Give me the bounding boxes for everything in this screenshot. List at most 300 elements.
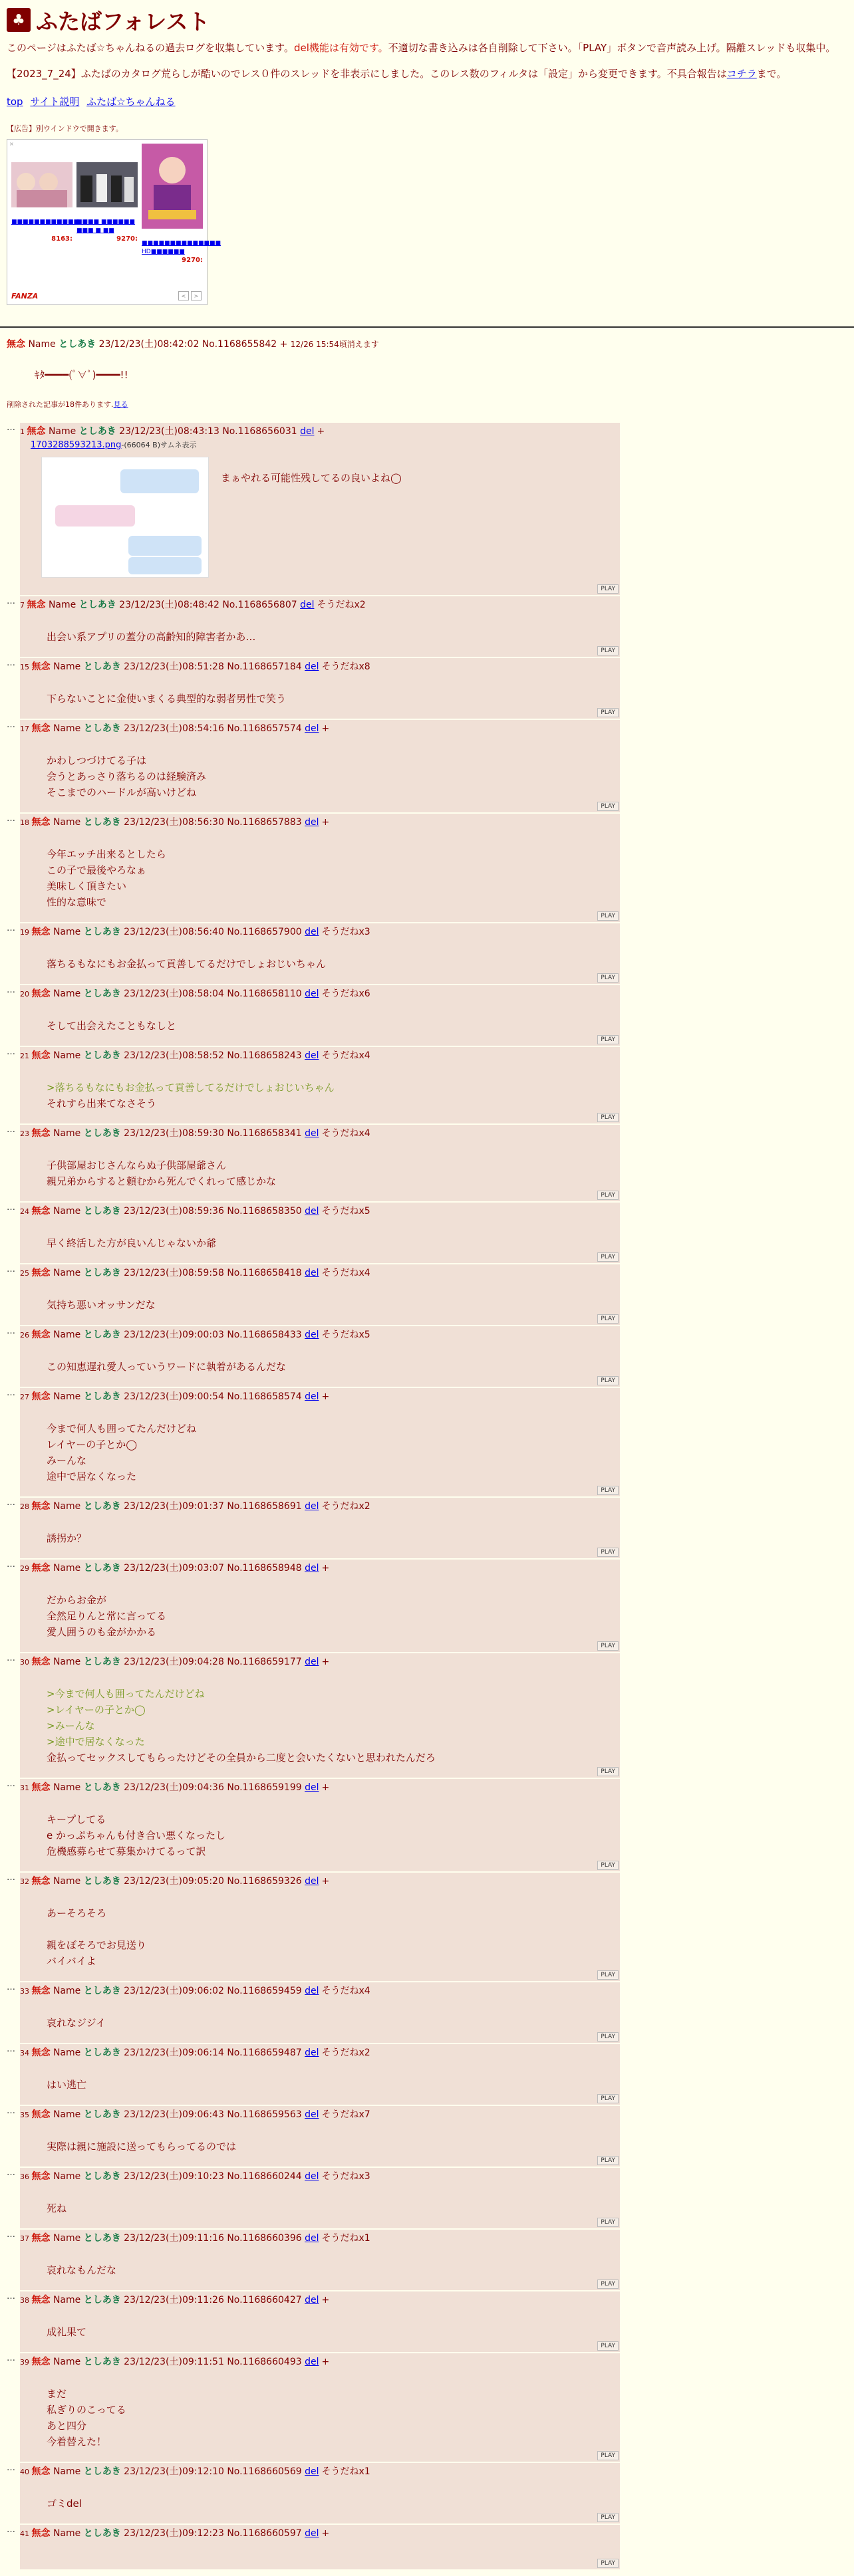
reply-del-link[interactable]: del (305, 1657, 319, 1667)
reply-subject: 無念 (31, 2048, 51, 2058)
reply-box (20, 1982, 620, 2043)
reply-header (20, 2170, 616, 2183)
thumbnail-toggle[interactable]: サムネ表示 (160, 441, 197, 449)
ad-item[interactable] (142, 142, 221, 264)
reply-name-label: Name (48, 426, 76, 437)
ad-item[interactable] (11, 142, 80, 264)
reply-subject: 無念 (31, 2528, 51, 2539)
reply-del-link[interactable]: del (305, 2048, 319, 2058)
reply-sodane-button[interactable]: + (321, 1391, 330, 1402)
reply-index: 36 (20, 2172, 32, 2181)
reply-box (20, 1264, 620, 1325)
reply-dots: … (7, 1326, 15, 1336)
reply-del-link[interactable]: del (305, 817, 319, 828)
op-header (7, 337, 847, 350)
reply-del-link[interactable]: del (305, 1268, 319, 1278)
reply-body (47, 1812, 616, 1859)
reply-subject: 無念 (31, 1501, 51, 1512)
op-subject: 無念 (7, 339, 25, 350)
reply-sodane-button[interactable]: + (321, 1563, 330, 1574)
futaba-link[interactable]: ふたば☆ちゃんねる (86, 96, 176, 108)
reply-sodane-button[interactable]: そうだねx7 (321, 2109, 370, 2120)
reply-row (7, 1264, 847, 1325)
play-button[interactable]: PLAY (597, 646, 619, 655)
reply-dots: … (7, 1653, 15, 1663)
reply-body (47, 2200, 616, 2216)
reply-datetime: 23/12/23(土)08:58:04 (124, 989, 224, 999)
reply-header (20, 2109, 616, 2121)
reply-del-link[interactable]: del (305, 2528, 319, 2539)
reply-line: 子供部屋おじさんならぬ子供部屋爺さん (47, 1159, 227, 1171)
play-button[interactable]: PLAY (597, 802, 619, 811)
reply-sodane-button[interactable]: そうだねx6 (321, 989, 370, 999)
reply-name: としあき (83, 1268, 121, 1278)
reply-number[interactable]: No.1168659199 (227, 1782, 302, 1793)
reply-number[interactable]: No.1168658691 (227, 1501, 302, 1512)
reply-index: 1 (20, 427, 27, 436)
reply-sodane-button[interactable]: そうだねx8 (321, 661, 370, 672)
reply-del-link[interactable]: del (300, 600, 315, 610)
reply-name: としあき (83, 1330, 121, 1340)
reply-box (20, 2168, 620, 2228)
reply-dots: … (7, 814, 15, 824)
file-info (31, 438, 616, 450)
chat-bubble (120, 469, 199, 493)
reply-dots: … (7, 720, 15, 730)
reply-line: 実際は親に施設に送ってもらってるのでは (47, 2141, 237, 2153)
play-button[interactable]: PLAY (597, 2513, 619, 2522)
reply-sodane-button[interactable]: + (321, 1876, 330, 1887)
ad-banner[interactable] (7, 139, 221, 305)
play-button[interactable]: PLAY (597, 2094, 619, 2103)
reply-subject: 無念 (31, 2466, 51, 2477)
ad-item[interactable] (76, 142, 138, 264)
reply-quote: >みーんな (47, 1720, 95, 1732)
reply-line: 今年エッチ出来るとしたら (47, 848, 166, 860)
play-button[interactable]: PLAY (597, 584, 619, 594)
reply-index: 25 (20, 1269, 32, 1278)
reply-number[interactable]: No.1168658341 (227, 1128, 302, 1139)
reply-del-link[interactable]: del (305, 1330, 319, 1340)
reply-subject: 無念 (31, 1206, 51, 1217)
reply-subject: 無念 (31, 2171, 51, 2182)
reply-header (20, 1562, 616, 1575)
play-button[interactable]: PLAY (597, 1113, 619, 1122)
reply-subject: 無念 (31, 2357, 51, 2367)
reply-subject: 無念 (31, 817, 51, 828)
reply-header (20, 1782, 616, 1794)
reply-sodane-button[interactable]: + (321, 2357, 330, 2367)
ad-item-title[interactable]: ■■■■■■■■■■■■■■ HD■■■■■■ (142, 240, 221, 255)
reply-sodane-button[interactable]: そうだねx2 (321, 1501, 370, 1512)
reply-sodane-button[interactable]: そうだねx4 (321, 1986, 370, 1996)
reply-number[interactable]: No.1168658350 (227, 1206, 302, 1217)
reply-row (7, 1560, 847, 1652)
reply-name-label: Name (53, 1128, 81, 1139)
reply-dots: … (7, 1779, 15, 1789)
reply-index: 38 (20, 2296, 32, 2305)
reply-row (7, 1388, 847, 1496)
play-button[interactable]: PLAY (597, 2218, 619, 2227)
reply-body (47, 1592, 616, 1640)
reply-number[interactable]: No.1168658110 (227, 989, 302, 999)
reply-box (20, 2044, 620, 2105)
reply-del-link[interactable]: del (305, 1563, 319, 1574)
reply-number[interactable]: No.1168660493 (227, 2357, 302, 2367)
reply-row (7, 720, 847, 812)
reply-line: この子で最後やろなぁ (47, 864, 147, 876)
reply-datetime: 23/12/23(土)08:59:36 (124, 1206, 224, 1217)
reply-number[interactable]: No.1168660396 (227, 2233, 302, 2244)
play-button[interactable]: PLAY (597, 1641, 619, 1651)
play-button[interactable]: PLAY (597, 2341, 619, 2351)
reply-dots: … (7, 923, 15, 933)
reply-number[interactable]: No.1168657184 (227, 661, 302, 672)
reply-datetime: 23/12/23(土)09:00:54 (124, 1391, 224, 1402)
reply-header (20, 2294, 616, 2307)
reply-box (20, 1560, 620, 1652)
reply-del-link[interactable]: del (305, 1128, 319, 1139)
reply-sodane-button[interactable]: + (321, 817, 330, 828)
reply-number[interactable]: No.1168660427 (227, 2295, 302, 2305)
reply-sodane-button[interactable]: + (317, 426, 325, 437)
reply-dots: … (7, 1203, 15, 1213)
reply-box (20, 2353, 620, 2462)
reply-datetime: 23/12/23(土)09:12:23 (124, 2528, 224, 2539)
reply-del-link[interactable]: del (305, 1391, 319, 1402)
reply-number[interactable]: No.1168659459 (227, 1986, 302, 1996)
reply-box (20, 1653, 620, 1778)
reply-row (7, 1326, 847, 1387)
reply-dots: … (7, 2353, 15, 2363)
reply-sodane-button[interactable]: そうだねx3 (321, 2171, 370, 2182)
play-button[interactable]: PLAY (597, 1191, 619, 1200)
reply-row (7, 814, 847, 922)
reply-sodane-button[interactable]: そうだねx4 (321, 1050, 370, 1061)
ad-thumbnail[interactable] (142, 144, 203, 229)
play-button[interactable]: PLAY (597, 1970, 619, 1980)
reply-del-link[interactable]: del (305, 2171, 319, 2182)
reply-sodane-button[interactable]: + (321, 1782, 330, 1793)
play-button[interactable]: PLAY (597, 1767, 619, 1776)
deleted-notice (7, 399, 847, 410)
ad-item-price: 8163: (51, 235, 72, 243)
ad-thumbnail[interactable] (11, 162, 72, 207)
reply-index: 19 (20, 928, 32, 937)
play-button[interactable]: PLAY (597, 1314, 619, 1324)
reply-sodane-button[interactable]: そうだねx2 (317, 600, 366, 610)
reply-line: 全然足りんと常に言ってる (47, 1610, 167, 1622)
chat-bubble (128, 536, 202, 556)
reply-body (47, 2386, 616, 2450)
reply-sodane-button[interactable]: そうだねx1 (321, 2233, 370, 2244)
reply-header (20, 1875, 616, 1888)
reply-subject: 無念 (31, 989, 51, 999)
play-button[interactable]: PLAY (597, 911, 619, 921)
reply-datetime: 23/12/23(土)09:01:37 (124, 1501, 224, 1512)
reply-subject: 無念 (31, 1563, 51, 1574)
reply-name-label: Name (53, 1657, 81, 1667)
file-row (31, 453, 616, 583)
top-link[interactable]: top (7, 96, 23, 108)
reply-del-link[interactable]: del (305, 1206, 319, 1217)
reply-del-link[interactable]: del (305, 989, 319, 999)
reply-subject: 無念 (31, 723, 51, 734)
play-button[interactable]: PLAY (597, 2156, 619, 2165)
reply-del-link[interactable]: del (305, 1986, 319, 1996)
reply-line: 成礼果て (47, 2326, 87, 2338)
reply-line: まぁやれる可能性残してるの良いよね◯ (221, 472, 402, 484)
reply-body (47, 2262, 616, 2278)
reply-name: としあき (83, 2528, 121, 2539)
reply-subject: 無念 (31, 1268, 51, 1278)
reply-number[interactable]: No.1168657574 (227, 723, 302, 734)
reply-row (7, 923, 847, 984)
ad-close-icon[interactable]: × (9, 141, 14, 147)
reply-header (20, 1050, 616, 1062)
reply-number[interactable]: No.1168660244 (227, 2171, 302, 2182)
reply-index: 30 (20, 1658, 32, 1667)
intro-del-note: del機能は有効です。 (293, 42, 388, 54)
reply-line: 美味しく頂きたい (47, 880, 127, 892)
reply-index: 39 (20, 2358, 32, 2367)
reply-name: としあき (83, 989, 121, 999)
site-header (7, 5, 847, 35)
reply-subject: 無念 (31, 1876, 51, 1887)
play-button[interactable]: PLAY (597, 708, 619, 717)
reply-number[interactable]: No.1168659487 (227, 2048, 302, 2058)
reply-datetime: 23/12/23(土)08:51:28 (124, 661, 224, 672)
reply-datetime: 23/12/23(土)09:06:02 (124, 1986, 224, 1996)
intro-text-2: 不適切な書き込みは各自削除して下さい。「PLAY」ボタンで音声読み上げ。隔離スレッドも収集中。 (388, 42, 836, 54)
reply-datetime: 23/12/23(土)08:58:52 (124, 1050, 224, 1061)
ad-next-button[interactable]: > (191, 291, 202, 300)
reply-del-link[interactable]: del (305, 1501, 319, 1512)
reply-del-link[interactable]: del (305, 2295, 319, 2305)
reply-line: 落ちるもなにもお金払って貢善してるだけでしょおじいちゃん (47, 958, 327, 970)
reply-index: 26 (20, 1331, 32, 1340)
reply-name: としあき (83, 1782, 121, 1793)
reply-header (20, 1267, 616, 1280)
play-button[interactable]: PLAY (597, 1376, 619, 1385)
reply-name-label: Name (53, 2233, 81, 2244)
play-button[interactable]: PLAY (597, 1486, 619, 1495)
play-button[interactable]: PLAY (597, 973, 619, 983)
play-button[interactable]: PLAY (597, 2451, 619, 2460)
reply-name-label: Name (53, 2357, 81, 2367)
play-button[interactable]: PLAY (597, 2559, 619, 2568)
reply-name-label: Name (53, 1268, 81, 1278)
reply-name-label: Name (53, 2048, 81, 2058)
reply-name: としあき (83, 2171, 121, 2182)
reply-index: 24 (20, 1207, 32, 1216)
reply-body (47, 1018, 616, 1034)
play-button[interactable]: PLAY (597, 1548, 619, 1557)
reply-sodane-button[interactable]: そうだねx4 (321, 1128, 370, 1139)
reply-del-link[interactable]: del (305, 2109, 319, 2120)
reply-header (20, 988, 616, 1000)
reply-body (47, 1297, 616, 1313)
play-button[interactable]: PLAY (597, 1252, 619, 1262)
reply-sodane-button[interactable]: そうだねx3 (321, 927, 370, 937)
reply-del-link[interactable]: del (305, 2466, 319, 2477)
reply-del-link[interactable]: del (305, 1050, 319, 1061)
reply-row (7, 1203, 847, 1263)
reply-body (47, 1905, 616, 1969)
reply-sodane-button[interactable]: そうだねx5 (321, 1330, 370, 1340)
reply-sodane-button[interactable]: + (321, 2295, 330, 2305)
reply-number[interactable]: No.1168659177 (227, 1657, 302, 1667)
play-button[interactable]: PLAY (597, 2280, 619, 2289)
reply-number[interactable]: No.1168658574 (227, 1391, 302, 1402)
reply-sodane-button[interactable]: + (321, 1657, 330, 1667)
reply-del-link[interactable]: del (305, 1876, 319, 1887)
reply-del-link[interactable]: del (305, 927, 319, 937)
file-size: -(66064 B) (121, 441, 160, 449)
reply-number[interactable]: No.1168658418 (227, 1268, 302, 1278)
reply-name-label: Name (53, 927, 81, 937)
play-button[interactable]: PLAY (597, 1035, 619, 1044)
reply-number[interactable]: No.1168659326 (227, 1876, 302, 1887)
intro (7, 40, 847, 82)
reply-dots: … (7, 2168, 15, 2178)
reply-line: レイヤーの子とか◯ (47, 1439, 138, 1451)
reply-sodane-button[interactable]: そうだねx5 (321, 1206, 370, 1217)
reply-number[interactable]: No.1168657883 (227, 817, 302, 828)
chat-bubble (55, 505, 135, 527)
reply-line: ゴミdel (47, 2498, 82, 2510)
play-button[interactable]: PLAY (597, 1861, 619, 1870)
reply-dots: … (7, 1125, 15, 1135)
reply-name-label: Name (53, 1782, 81, 1793)
reply-datetime: 23/12/23(土)09:03:07 (124, 1563, 224, 1574)
ad-thumbnail[interactable] (76, 162, 138, 207)
reply-number[interactable]: No.1168656807 (222, 600, 297, 610)
report-link[interactable]: コチラ (726, 68, 757, 80)
reply-del-link[interactable]: del (305, 661, 319, 672)
intro-paragraph-2 (7, 66, 847, 82)
reply-number[interactable]: No.1168660569 (227, 2466, 302, 2477)
reply-header (20, 2356, 616, 2369)
ad-item-title[interactable]: ■■■■ ■■■■■■ ■■■ ■ ■■ (76, 219, 135, 234)
op-datetime: 23/12/23(土)08:42:02 (98, 339, 200, 350)
reply-sodane-button[interactable]: + (321, 723, 330, 734)
reply-dots: … (7, 1873, 15, 1883)
reply-number[interactable]: No.1168658243 (227, 1050, 302, 1061)
reply-header (20, 2527, 616, 2540)
reply-box (20, 1779, 620, 1871)
reply-row (7, 2291, 847, 2352)
reply-dots: … (7, 2291, 15, 2301)
reply-sodane-button[interactable]: そうだねx4 (321, 1268, 370, 1278)
show-deleted-link[interactable]: 見る (113, 400, 128, 409)
reply-line: 愛人囲うのも金がかかる (47, 1626, 157, 1638)
reply-number[interactable]: No.1168660597 (227, 2528, 302, 2539)
reply-datetime: 23/12/23(土)09:11:26 (124, 2295, 224, 2305)
reply-line: まだ (47, 2388, 67, 2400)
reply-line: はい逃亡 (47, 2079, 87, 2091)
reply-del-link[interactable]: del (300, 426, 315, 437)
divider (0, 326, 854, 328)
reply-del-link[interactable]: del (305, 2233, 319, 2244)
reply-sodane-button[interactable]: そうだねx2 (321, 2048, 370, 2058)
reply-header (20, 2466, 616, 2478)
reply-line: 今着替えた！ (47, 2436, 107, 2448)
reply-del-link[interactable]: del (305, 2357, 319, 2367)
ad-item-price: 9270: (116, 235, 138, 243)
reply-line: 親兄弟からすると頼むから死んでくれって感じかな (47, 1175, 277, 1187)
reply-sodane-button[interactable]: + (321, 2528, 330, 2539)
reply-row (7, 2525, 847, 2569)
reply-datetime: 23/12/23(土)08:59:58 (124, 1268, 224, 1278)
reply-index: 31 (20, 1784, 32, 1792)
reply-subject: 無念 (31, 661, 51, 672)
reply-number[interactable]: No.1168658433 (227, 1330, 302, 1340)
reply-sodane-button[interactable]: そうだねx1 (321, 2466, 370, 2477)
reply-name-label: Name (53, 817, 81, 828)
reply-row (7, 2230, 847, 2290)
reply-name: としあき (83, 1563, 121, 1574)
ad-item-title[interactable]: ■■■■■■■■■■■■ (11, 219, 80, 225)
reply-box (20, 1125, 620, 1201)
attached-image[interactable] (41, 457, 209, 578)
reply-dots: … (7, 1498, 15, 1508)
reply-dots: … (7, 1264, 15, 1274)
reply-box (20, 2291, 620, 2352)
reply-row (7, 658, 847, 719)
reply-row (7, 2353, 847, 2462)
reply-name: としあき (83, 2233, 121, 2244)
reply-name: としあき (78, 426, 116, 437)
op-sodane-button[interactable]: + (279, 339, 288, 350)
reply-row (7, 1653, 847, 1778)
reply-dots: … (7, 423, 15, 433)
reply-name: としあき (83, 1657, 121, 1667)
reply-line: あーそろそろ (47, 1907, 107, 1919)
reply-datetime: 23/12/23(土)09:00:03 (124, 1330, 224, 1340)
reply-datetime: 23/12/23(土)09:10:23 (124, 2171, 224, 2182)
reply-number[interactable]: No.1168656031 (222, 426, 297, 437)
reply-line: 危機感募らせて募集かけてるって訳 (47, 1845, 206, 1857)
ad-label: 【広告】別ウインドウで開きます。 (7, 124, 123, 133)
reply-header (20, 1329, 616, 1342)
reply-line: この知恵遅れ愛人っていうワードに執着があるんだな (47, 1361, 287, 1373)
reply-name-label: Name (53, 2295, 81, 2305)
reply-number[interactable]: No.1168657900 (227, 927, 302, 937)
reply-subject: 無念 (31, 1128, 51, 1139)
reply-subject: 無念 (31, 2295, 51, 2305)
op-name-label: Name (28, 339, 56, 350)
reply-datetime: 23/12/23(土)09:06:43 (124, 2109, 224, 2120)
reply-line: 私ぎりのこってる (47, 2404, 126, 2416)
reply-del-link[interactable]: del (305, 723, 319, 734)
reply-number[interactable]: No.1168658948 (227, 1563, 302, 1574)
reply-name-label: Name (53, 989, 81, 999)
play-button[interactable]: PLAY (597, 2032, 619, 2042)
file-link[interactable]: 1703288593213.png (31, 440, 122, 450)
reply-header (20, 1500, 616, 1513)
reply-dots: … (7, 2463, 15, 2473)
reply-del-link[interactable]: del (305, 1782, 319, 1793)
reply-index: 34 (20, 2049, 32, 2057)
site-description-link[interactable]: サイト説明 (30, 96, 80, 108)
ad-prev-button[interactable]: < (178, 291, 189, 300)
reply-line: そこまでのハードルが高いけどね (47, 786, 197, 798)
reply-body (47, 1530, 616, 1546)
reply-row (7, 596, 847, 657)
reply-name: としあき (83, 2357, 121, 2367)
reply-number[interactable]: No.1168659563 (227, 2109, 302, 2120)
